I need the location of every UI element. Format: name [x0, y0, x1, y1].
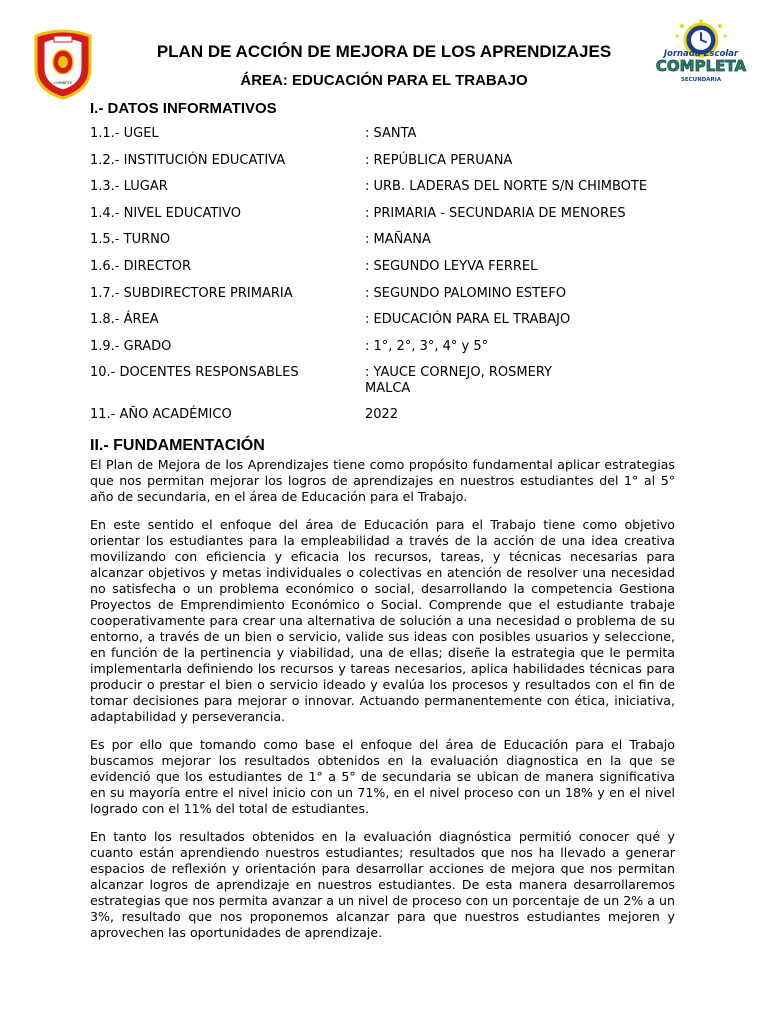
info-value: : MAÑANA	[365, 232, 431, 248]
info-label: 1.4.- NIVEL EDUCATIVO	[90, 205, 242, 221]
info-row	[90, 339, 690, 366]
crest-caption: CHIMBOTE	[54, 81, 72, 85]
info-label: 1.7.- SUBDIRECTORE PRIMARIA	[90, 285, 293, 301]
info-list	[90, 126, 690, 434]
section-heading-datos: I.- DATOS INFORMATIVOS	[90, 100, 277, 117]
info-label: 1.6.- DIRECTOR	[90, 258, 192, 274]
section-heading-fundamentacion: II.- FUNDAMENTACIÓN	[90, 437, 265, 454]
info-row	[90, 126, 690, 153]
info-value: : URB. LADERAS DEL NORTE S/N CHIMBOTE	[365, 179, 648, 195]
document-subtitle: ÁREA: EDUCACIÓN PARA EL TRABAJO	[240, 72, 528, 89]
info-value: : 1°, 2°, 3°, 4° y 5°	[365, 338, 489, 354]
logo-line2: COMPLETA	[655, 57, 747, 75]
info-value: : EDUCACIÓN PARA EL TRABAJO	[365, 312, 571, 328]
info-value: : SEGUNDO LEYVA FERREL	[365, 258, 538, 274]
paragraph: El Plan de Mejora de los Aprendizajes tiene como propósito fundamental aplicar estrategias que nos permitan mejorar los logros de aprendizajes en nuestros estudiantes del 1° al 5° año de secundaria, en el área de Educación para el Trabajo.	[90, 457, 675, 504]
info-value: : SANTA	[365, 126, 417, 141]
info-label: 1.2.- INSTITUCIÓN EDUCATIVA	[90, 152, 286, 168]
info-row	[90, 286, 690, 313]
school-crest-logo	[32, 28, 94, 100]
info-row	[90, 153, 690, 180]
info-value: : SEGUNDO PALOMINO ESTEFO	[365, 285, 567, 301]
info-value: : PRIMARIA - SECUNDARIA DE MENORES	[365, 205, 626, 221]
paragraph: En este sentido el enfoque del área de Educación para el Trabajo tiene como objetivo orientar los estudiantes para la empleabilidad a través de la acción de una idea creativa movilizando con eficiencia y eficacia los recursos, tareas, y técnicas necesarias para alcanzar objetivos y metas individuales o colectivas en atención de resolver una necesidad no satisfecha o un problema económico o social, desarrollando la competencia Gestiona Proyectos de Emprendimiento Económico o Social. Comprende que el estudiante trabaje cooperativamente para crear una alternativa de solución a una necesidad o problema de su entorno, a través de un bien o servicio, valide sus ideas con posibles usuarios y seleccione, en función de la pertinencia y viabilidad, una de ellas; diseñe la estrategia que le permita implementarla definiendo los recursos y tareas necesarios, aplica habilidades técnicas para producir o prestar el bien o servicio ideado y evalúa los procesos y resultados con el fin de tomar decisiones para mejorar o innovar. Actuando permanentemente con ética, iniciativa, adaptabilidad y perseverancia.	[90, 517, 675, 724]
logo-line1: Jornada Escolar	[663, 49, 739, 59]
info-row	[90, 407, 690, 434]
info-label: 1.8.- ÁREA	[90, 312, 159, 328]
info-label: 1.1.- UGEL	[90, 126, 159, 141]
info-row	[90, 179, 690, 206]
info-label: 11.- AÑO ACADÉMICO	[90, 407, 232, 423]
info-label: 1.9.- GRADO	[90, 338, 172, 354]
info-row	[90, 259, 690, 286]
info-value: : REPÚBLICA PERUANA	[365, 152, 513, 168]
fundamentacion-body	[90, 457, 675, 953]
paragraph: Es por ello que tomando como base el enfoque del área de Educación para el Trabajo buscamos mejorar los resultados obtenidos en la evaluación diagnostica en la que se evidenció que los estudiantes de 1° a 5° de secundaria se ubican de manera significativa en su mayoría entre el nivel inicio con un 71%, en el nivel proceso con un 18% y en el nivel logrado con el 11% del total de estudiantes.	[90, 737, 675, 816]
info-label: 1.5.- TURNO	[90, 232, 171, 248]
paragraph: En tanto los resultados obtenidos en la evaluación diagnóstica permitió conocer qué y cuanto están aprendiendo nuestros estudiantes; resultados que nos ha llevado a generar espacios de reflexión y orientación para desarrollar acciones de mejora que nos permitan alcanzar logros de aprendizaje en nuestros estudiantes. De esta manera desarrollaremos estrategias que nos permita avanzar a un nivel de proceso con un porcentaje de un 2% a un 3%, resultado que nos proponemos alcanzar para que nuestros estudiantes mejoren y aprovechen las oportunidades de aprendizaje.	[90, 829, 675, 940]
info-row	[90, 365, 690, 407]
info-row	[90, 312, 690, 339]
info-value: : YAUCE CORNEJO, ROSMERY MALCA	[365, 365, 552, 397]
info-row	[90, 206, 690, 233]
info-row	[90, 232, 690, 259]
logo-line3: SECUNDARIA	[680, 77, 722, 83]
info-value: 2022	[365, 407, 399, 423]
info-label: 1.3.- LUGAR	[90, 179, 168, 195]
document-title: PLAN DE ACCIÓN DE MEJORA DE LOS APRENDIZAJES	[156, 42, 612, 61]
info-label: 10.- DOCENTES RESPONSABLES	[90, 365, 299, 381]
